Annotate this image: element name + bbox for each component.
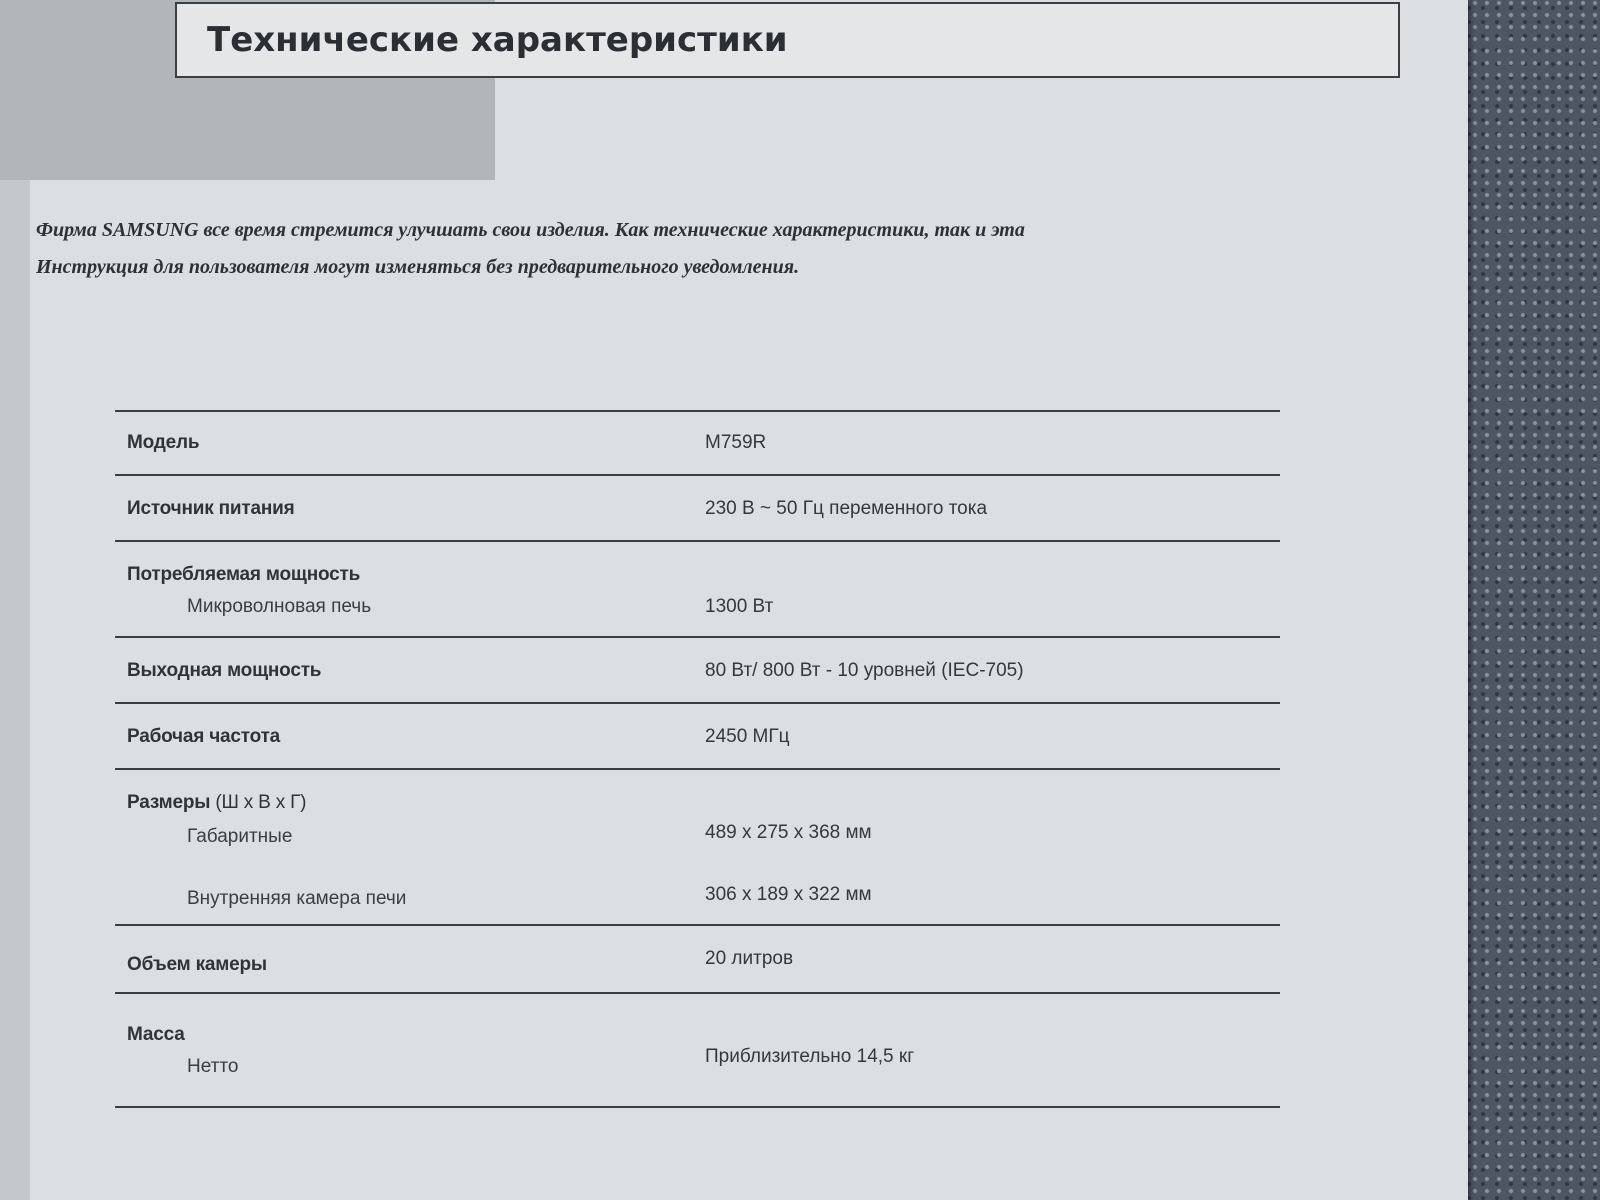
spec-sublabel: Габаритные bbox=[187, 826, 293, 847]
spec-row-dimensions bbox=[115, 768, 1280, 924]
spec-label-main: Размеры bbox=[127, 792, 211, 813]
spec-value: 1300 Вт bbox=[705, 596, 774, 617]
spec-value: 80 Вт/ 800 Вт - 10 уровней (IEC-705) bbox=[705, 660, 1024, 681]
intro-line-2: Инструкция для пользователя могут изменяться без предварительного уведомления. bbox=[36, 256, 800, 278]
spec-value: 489 x 275 x 368 мм bbox=[705, 822, 872, 843]
spec-label: Масса bbox=[127, 1024, 185, 1045]
spec-label: Выходная мощность bbox=[127, 660, 322, 681]
spec-label: Объем камеры bbox=[127, 954, 267, 975]
spec-label: Источник питания bbox=[127, 498, 295, 519]
spec-row-model bbox=[115, 410, 1280, 474]
spec-label-paren: (Ш x В x Г) bbox=[215, 792, 307, 813]
spec-sublabel: Внутренняя камера печи bbox=[187, 888, 407, 909]
spec-row-weight bbox=[115, 992, 1280, 1108]
spec-sublabel: Нетто bbox=[187, 1056, 239, 1077]
spec-label: Модель bbox=[127, 432, 200, 453]
carpet-background bbox=[1460, 0, 1600, 1200]
page-title: Технические характеристики bbox=[207, 20, 788, 60]
spec-sublabel: Микроволновая печь bbox=[187, 596, 372, 617]
intro-notice bbox=[36, 212, 1356, 286]
spec-label: Рабочая частота bbox=[127, 726, 281, 747]
title-box bbox=[175, 2, 1400, 78]
spec-table bbox=[115, 410, 1280, 1108]
intro-line-1: Фирма SAMSUNG все время стремится улучшать свои изделия. Как технические характеристики, так и эта bbox=[36, 219, 1025, 241]
spec-value: M759R bbox=[705, 432, 767, 453]
spec-row-consumption bbox=[115, 540, 1280, 636]
spec-label: Потребляемая мощность bbox=[127, 564, 361, 585]
spec-value: 306 x 189 x 322 мм bbox=[705, 884, 872, 905]
spec-row-volume bbox=[115, 924, 1280, 992]
spec-value: 20 литров bbox=[705, 948, 794, 969]
spec-value: Приблизительно 14,5 кг bbox=[705, 1046, 915, 1067]
spec-row-output bbox=[115, 636, 1280, 702]
spec-label bbox=[127, 792, 306, 814]
left-gray-strip bbox=[0, 180, 30, 1200]
spec-row-frequency bbox=[115, 702, 1280, 768]
spec-value: 2450 МГц bbox=[705, 726, 790, 747]
spec-row-power-source bbox=[115, 474, 1280, 540]
spec-value: 230 В ~ 50 Гц переменного тока bbox=[705, 498, 988, 519]
